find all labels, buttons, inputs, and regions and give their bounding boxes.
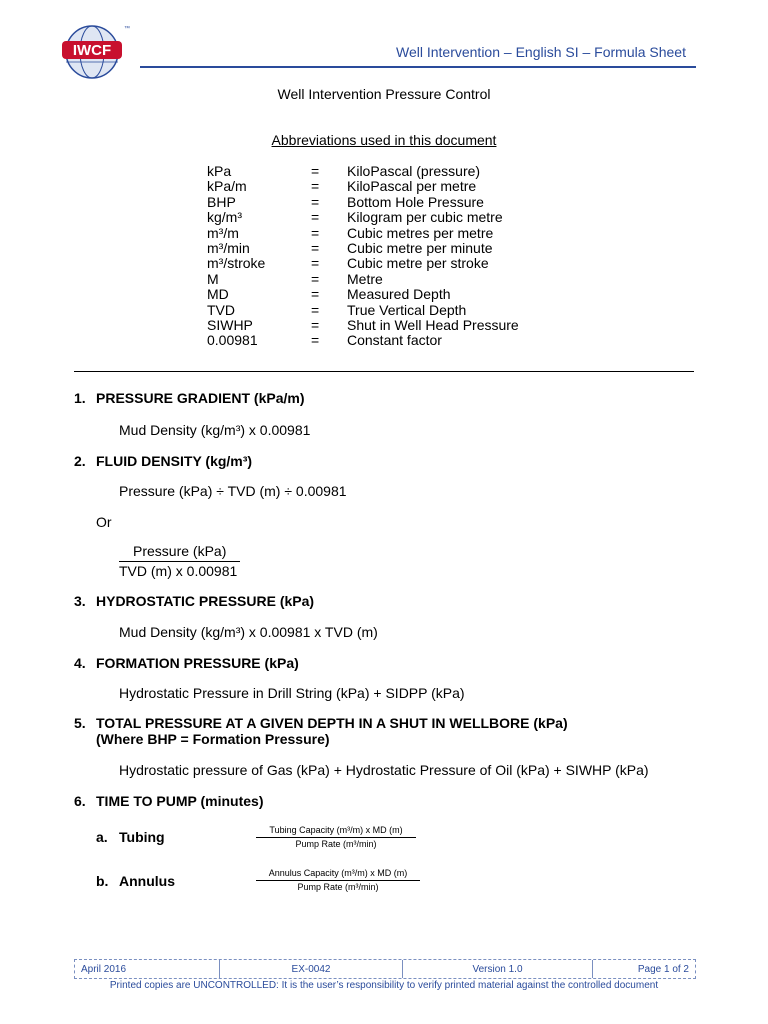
- footer-date: April 2016: [75, 960, 220, 978]
- abbreviation-def: Bottom Hole Pressure: [347, 193, 484, 210]
- section-number: 4.: [74, 655, 86, 671]
- header-title: Well Intervention – English SI – Formula Sheet: [395, 44, 686, 60]
- abbreviation-term: m³/m: [207, 224, 239, 241]
- formula-text: Hydrostatic Pressure in Drill String (kPa) + SIDPP (kPa): [119, 685, 465, 701]
- abbreviation-def: Measured Depth: [347, 286, 451, 303]
- section-title: PRESSURE GRADIENT (kPa/m): [96, 390, 305, 406]
- abbreviation-term: MD: [207, 286, 229, 303]
- abbreviation-row: [207, 209, 607, 225]
- section-title: TOTAL PRESSURE AT A GIVEN DEPTH IN A SHUT IN WELLBORE (kPa): [96, 715, 568, 731]
- section-title: HYDROSTATIC PRESSURE (kPa): [96, 593, 315, 609]
- abbreviation-def: Cubic metre per stroke: [347, 255, 489, 272]
- abbreviation-eq: =: [311, 255, 320, 272]
- document-title: Well Intervention Pressure Control: [277, 86, 491, 102]
- svg-text:IWCF: IWCF: [72, 42, 112, 59]
- abbreviation-term: m³/stroke: [207, 255, 266, 272]
- abbreviation-term: SIWHP: [207, 317, 253, 333]
- fraction-denominator: Pump Rate (m³/min): [297, 882, 379, 892]
- globe-logo-icon: [56, 22, 140, 82]
- footer-doc-number: EX-0042: [220, 960, 403, 978]
- abbreviation-row: [207, 255, 607, 271]
- abbreviation-eq: =: [311, 209, 320, 226]
- abbreviation-term: kPa: [207, 163, 232, 179]
- abbreviation-row: [207, 317, 607, 333]
- header-divider: [140, 66, 696, 68]
- subsection-name: Tubing: [119, 829, 165, 845]
- abbreviation-term: m³/min: [207, 240, 250, 256]
- section-number: 5.: [74, 715, 86, 731]
- footer-table: [74, 959, 696, 979]
- formula-text: Mud Density (kg/m³) x 0.00981: [119, 422, 311, 438]
- fraction-numerator: Pressure (kPa): [133, 543, 227, 559]
- formula-text: Mud Density (kg/m³) x 0.00981 x TVD (m): [119, 624, 378, 640]
- abbreviation-row: [207, 286, 607, 302]
- abbreviation-term: TVD: [207, 301, 235, 318]
- abbreviation-def: KiloPascal (pressure): [347, 163, 481, 179]
- or-label: Or: [96, 514, 112, 530]
- abbreviation-row: [207, 271, 607, 287]
- abbreviation-def: Constant factor: [347, 332, 442, 349]
- abbreviation-eq: =: [311, 301, 320, 318]
- abbreviation-eq: =: [311, 240, 320, 256]
- abbreviation-def: Shut in Well Head Pressure: [347, 317, 519, 333]
- abbreviation-eq: =: [311, 286, 320, 303]
- abbreviation-row: [207, 194, 607, 210]
- abbreviation-def: Cubic metre per minute: [347, 240, 493, 256]
- abbreviation-term: BHP: [207, 193, 236, 210]
- abbreviation-term: kg/m³: [207, 209, 242, 226]
- abbreviation-eq: =: [311, 178, 320, 195]
- abbreviation-eq: =: [311, 224, 320, 241]
- abbreviations-heading: Abbreviations used in this document: [271, 132, 497, 148]
- abbreviation-term: M: [207, 270, 219, 287]
- abbreviation-def: True Vertical Depth: [347, 301, 467, 318]
- section-number: 3.: [74, 593, 86, 609]
- abbreviation-eq: =: [311, 193, 320, 210]
- footer-disclaimer: Printed copies are UNCONTROLLED: It is the user’s responsibility to verify printed material against the controlled document: [109, 980, 659, 991]
- fraction-numerator: Annulus Capacity (m³/m) x MD (m): [268, 868, 408, 878]
- section-subtitle: (Where BHP = Formation Pressure): [96, 731, 330, 747]
- section-title: FORMATION PRESSURE (kPa): [96, 655, 299, 671]
- abbreviation-row: [207, 240, 607, 256]
- abbreviation-eq: =: [311, 317, 320, 333]
- svg-text:™: ™: [124, 26, 130, 32]
- abbreviation-term: kPa/m: [207, 178, 247, 195]
- subsection-label: b.: [96, 873, 109, 889]
- abbreviation-row: [207, 225, 607, 241]
- abbreviation-term: 0.00981: [207, 332, 258, 349]
- subsection-name: Annulus: [119, 873, 175, 889]
- iwcf-logo: [56, 22, 140, 82]
- subsection-label: a.: [96, 829, 108, 845]
- fraction-bar: [256, 837, 416, 838]
- abbreviation-row: [207, 163, 607, 179]
- abbreviation-eq: =: [311, 332, 320, 349]
- section-title: TIME TO PUMP (minutes): [96, 793, 264, 809]
- section-title: FLUID DENSITY (kg/m³): [96, 453, 253, 469]
- abbreviation-def: KiloPascal per metre: [347, 178, 477, 195]
- abbreviation-def: Cubic metres per metre: [347, 224, 494, 241]
- section-number: 6.: [74, 793, 86, 809]
- fraction-bar: [256, 880, 420, 881]
- section-divider: [74, 371, 694, 372]
- abbreviation-def: Metre: [347, 270, 383, 287]
- abbreviation-eq: =: [311, 270, 320, 287]
- formula-text: Hydrostatic pressure of Gas (kPa) + Hydrostatic Pressure of Oil (kPa) + SIWHP (kPa): [119, 762, 649, 778]
- footer-version: Version 1.0: [403, 960, 593, 978]
- section-number: 1.: [74, 390, 86, 406]
- footer-page: Page 1 of 2: [637, 963, 689, 975]
- abbreviation-row: [207, 178, 607, 194]
- abbreviation-eq: =: [311, 163, 320, 179]
- abbreviation-def: Kilogram per cubic metre: [347, 209, 503, 226]
- fraction-denominator: Pump Rate (m³/min): [295, 839, 377, 849]
- fraction-denominator: TVD (m) x 0.00981: [119, 563, 238, 579]
- abbreviation-row: [207, 302, 607, 318]
- fraction-numerator: Tubing Capacity (m³/m) x MD (m): [269, 825, 403, 835]
- section-number: 2.: [74, 453, 86, 469]
- formula-text: Pressure (kPa) ÷ TVD (m) ÷ 0.00981: [119, 483, 347, 499]
- fraction-bar: [119, 561, 240, 562]
- abbreviation-row: [207, 332, 607, 348]
